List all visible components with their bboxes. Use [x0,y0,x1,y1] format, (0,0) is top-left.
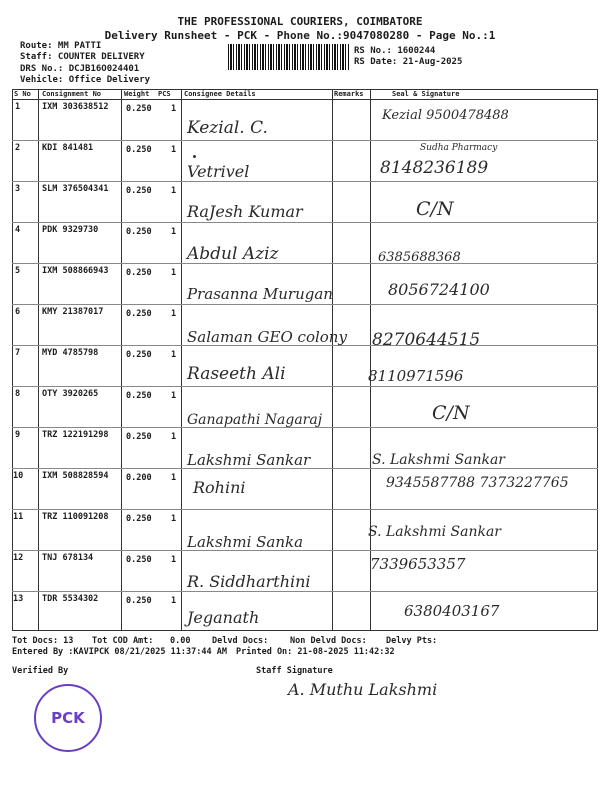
row-divider [12,140,598,141]
col-header-remarks: Remarks [334,90,364,98]
header-divider [12,99,598,100]
row-consignment-no: OTY 3920265 [42,389,99,399]
row-pcs: 1 [171,596,177,606]
drs-number: DRS No.: DCJB16O024401 [20,64,140,74]
consignee-handwritten: Raseeth Ali [187,364,286,384]
row-pcs: 1 [171,432,177,442]
consignee-handwritten: RaJesh Kumar [187,202,303,221]
row-pcs: 1 [171,350,177,360]
row-weight: 0.250 [126,309,152,319]
staff-label: Staff: COUNTER DELIVERY [20,52,145,62]
row-pcs: 1 [171,391,177,401]
row-sno: 11 [13,512,24,522]
row-divider [12,304,598,305]
row-weight: 0.250 [126,596,152,606]
seal-signature-handwritten: C/N [416,198,454,220]
runsheet-subtitle: Delivery Runsheet - PCK - Phone No.:9047080280 - Page No.:1 [104,29,496,42]
row-weight: 0.250 [126,227,152,237]
row-weight: 0.250 [126,432,152,442]
verified-by-label: Verified By [12,666,69,676]
row-divider [12,222,598,223]
staff-signature-label: Staff Signature [256,666,333,676]
row-sno: 8 [15,389,21,399]
row-pcs: 1 [171,104,177,114]
seal-signature-handwritten: 9345587788 7373227765 [386,475,569,491]
seal-signature-handwritten: S. Lakshmi Sankar [372,452,505,468]
row-pcs: 1 [171,186,177,196]
row-weight: 0.250 [126,514,152,524]
row-weight: 0.250 [126,350,152,360]
row-divider [12,181,598,182]
consignee-handwritten: Prasanna Murugan [187,285,333,303]
consignee-handwritten: Lakshmi Sanka [187,533,304,551]
seal-signature-handwritten: S. Lakshmi Sankar [368,524,501,540]
barcode-graphic [228,44,350,70]
consignee-handwritten: Rohini [193,478,246,497]
non-delivered-docs: Non Delvd Docs: [290,636,367,646]
consignee-handwritten: Salaman GEO colony [187,328,347,346]
col-header-consignment: Consignment No [42,90,102,98]
delivery-points: Delvy Pts: [386,636,438,646]
row-consignment-no: IXM 508866943 [42,266,109,276]
row-sno: 10 [13,471,24,481]
row-consignment-no: KMY 21387017 [42,307,104,317]
row-consignment-no: SLM 376504341 [42,184,109,194]
row-divider [12,509,598,510]
row-divider [12,591,598,592]
row-divider [12,263,598,264]
row-consignment-no: TRZ 110091208 [42,512,109,522]
row-pcs: 1 [171,227,177,237]
rs-number: RS No.: 1600244 [354,46,436,56]
printed-on: Printed On: 21-08-2025 11:42:32 [236,647,395,657]
row-sno: 2 [15,143,21,153]
seal-signature-handwritten: 8148236189 [380,158,489,178]
row-weight: 0.250 [126,104,152,114]
row-sno: 13 [13,594,24,604]
route-label: Route: MM PATTI [20,41,102,51]
company-title: THE PROFESSIONAL COURIERS, COIMBATORE [177,15,423,28]
total-cod-value: 0.00 [170,636,191,646]
row-sno: 1 [15,102,21,112]
total-docs: Tot Docs: 13 [12,636,74,646]
row-pcs: 1 [171,145,177,155]
entered-by: Entered By :KAVIPCK 08/21/2025 11:37:44 AM [12,647,227,657]
row-weight: 0.200 [126,473,152,483]
col-header-consignee: Consignee Details [184,90,256,98]
col-header-seal: Seal & Signature [392,90,460,98]
seal-signature-handwritten: 8056724100 [388,280,490,299]
consignee-handwritten: Lakshmi Sankar [187,451,311,469]
ink-dot [193,155,196,158]
col-header-weight: Weight [124,90,150,98]
row-divider [12,550,598,551]
row-consignment-no: TDR 5534302 [42,594,99,604]
total-cod-label: Tot COD Amt: [92,636,154,646]
row-pcs: 1 [171,473,177,483]
row-sno: 3 [15,184,21,194]
seal-signature-handwritten: 8270644515 [372,330,481,350]
seal-signature-handwritten: 6380403167 [404,602,500,620]
row-weight: 0.250 [126,268,152,278]
row-sno: 5 [15,266,21,276]
seal-signature-handwritten: 8110971596 [368,367,464,385]
consignee-handwritten: Ganapathi Nagaraj [187,412,323,428]
stamp-text: PCK [51,709,85,727]
seal-note-handwritten: Sudha Pharmacy [420,143,498,153]
row-weight: 0.250 [126,145,152,155]
row-pcs: 1 [171,309,177,319]
row-weight: 0.250 [126,555,152,565]
delivered-docs: Delvd Docs: [212,636,269,646]
col-header-pcs: PCS [158,90,171,98]
row-consignment-no: PDK 9329730 [42,225,99,235]
row-sno: 6 [15,307,21,317]
consignee-handwritten: Jeganath [187,608,260,627]
row-consignment-no: MYD 4785798 [42,348,99,358]
consignee-handwritten: Abdul Aziz [187,244,279,264]
seal-signature-handwritten: 7339653357 [370,555,466,573]
col-header-sno: S No [14,90,31,98]
consignee-handwritten: Kezial. C. [187,118,268,138]
row-pcs: 1 [171,555,177,565]
consignee-handwritten: Vetrivel [187,162,250,181]
row-divider [12,386,598,387]
row-consignment-no: KDI 841481 [42,143,94,153]
seal-signature-handwritten: C/N [432,402,470,424]
staff-signature-handwritten: A. Muthu Lakshmi [288,680,438,699]
seal-signature-handwritten: Kezial 9500478488 [382,108,509,123]
vehicle-label: Vehicle: Office Delivery [20,75,151,85]
row-consignment-no: IXM 508828594 [42,471,109,481]
row-consignment-no: IXM 303638512 [42,102,109,112]
row-sno: 9 [15,430,21,440]
row-sno: 12 [13,553,24,563]
row-sno: 7 [15,348,21,358]
row-sno: 4 [15,225,21,235]
seal-signature-handwritten: 6385688368 [378,250,461,265]
row-weight: 0.250 [126,391,152,401]
row-pcs: 1 [171,268,177,278]
row-pcs: 1 [171,514,177,524]
pck-stamp [34,684,102,752]
consignee-handwritten: R. Siddharthini [187,572,311,591]
rs-date: RS Date: 21-Aug-2025 [354,57,463,67]
row-weight: 0.250 [126,186,152,196]
row-consignment-no: TNJ 678134 [42,553,94,563]
row-consignment-no: TRZ 122191298 [42,430,109,440]
